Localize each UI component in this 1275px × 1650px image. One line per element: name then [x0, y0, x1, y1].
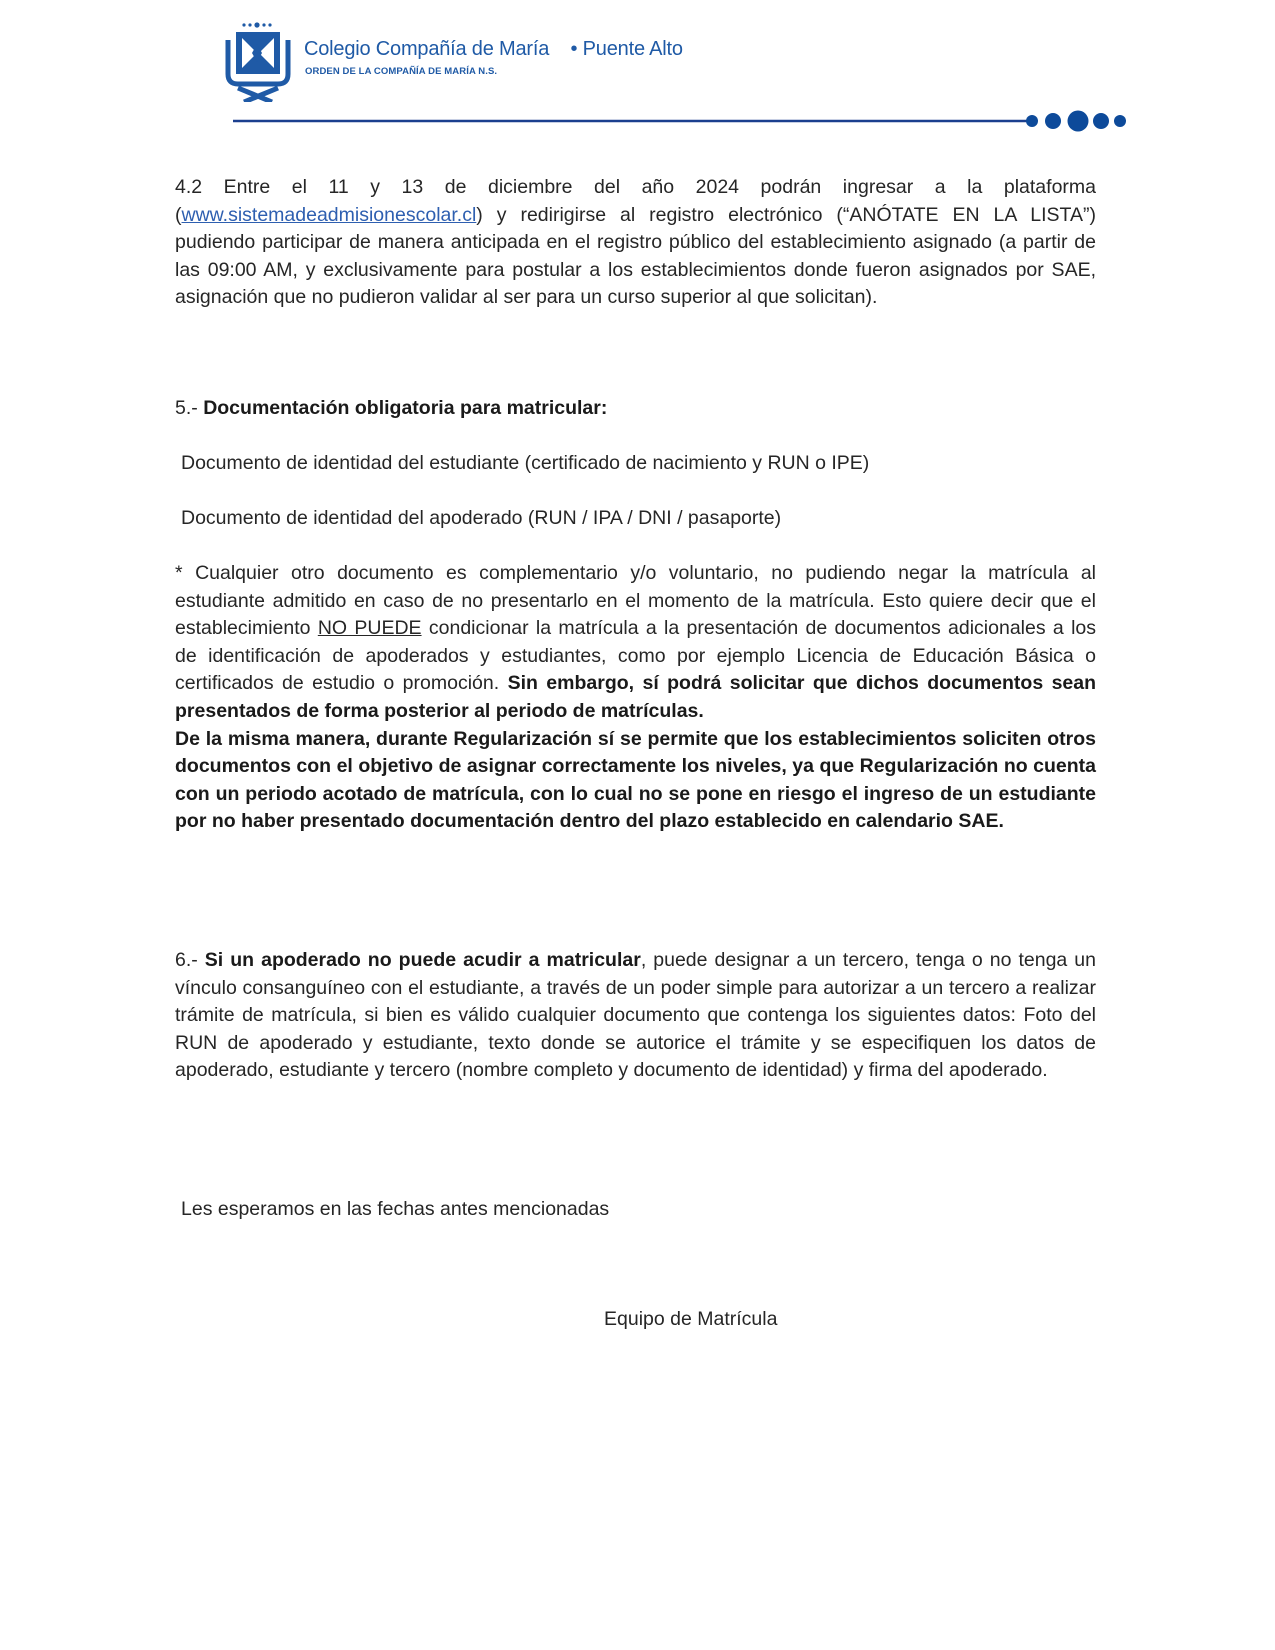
note-bold-2: De la misma manera, durante Regularización sí se permite que los establecimientos soliciten otros documentos con el objetivo de asignar correctamente los niveles, ya que Regularización no cuenta con un periodo acotado de matrícula, con lo cual no se pone en riesgo el ingreso de un estudiante por no haber presentado documentación dentro del plazo establecido en calendario SAE. [175, 727, 1096, 833]
sae-website-link[interactable]: www.sistemadeadmisionescolar.cl [181, 203, 477, 226]
location-separator: • [570, 38, 578, 60]
note-text-1: * Cualquier otro documento es complementario y/o voluntario, no pudiendo negar la matrícula al estudiante admitido en caso de no presentarlo en el momento de la matrícula. Esto quiere decir que el establecimiento [175, 562, 1096, 640]
section-5-note-paragraph [175, 560, 1096, 726]
section-6-title: Si un apoderado no puede acudir a matricular [204, 949, 641, 971]
rule-dot [1026, 115, 1038, 127]
section-6-number: 6.- [175, 949, 198, 971]
signature-text: Equipo de Matrícula [604, 1308, 778, 1330]
section-6-body: , puede designar a un tercero, tenga o no tenga un vínculo consanguíneo con el estudiante, a través de un poder simple para autorizar a un tercero a realizar trámite de matrícula, si bien es válido cualquier documento que contenga los siguientes datos: Foto del RUN de apoderado y estudiante, texto donde se autorice el trámite y se especifiquen los datos de apoderado, estudiante y tercero (nombre completo y documento de identidad) y firma del apoderado. [175, 949, 1096, 1082]
signature [604, 1306, 1004, 1334]
school-location: Puente Alto [582, 38, 683, 60]
rule-dot [1045, 113, 1061, 129]
section-4-2 [175, 174, 1096, 312]
document-student-id: Documento de identidad del estudiante (certificado de nacimiento y RUN o IPE) [181, 452, 870, 474]
section-5-note [175, 560, 1096, 836]
rule-dot [1068, 111, 1089, 132]
section-5-number: 5.- [175, 397, 198, 419]
note-emphasis: NO PUEDE [317, 617, 422, 640]
paren-open: ( [175, 203, 182, 226]
closing-message [181, 1196, 1102, 1224]
required-document-item [181, 450, 1102, 478]
rule-dot [1093, 113, 1109, 129]
header-rule [0, 0, 1275, 140]
closing-message-text: Les esperamos en las fechas antes mencionadas [181, 1198, 610, 1220]
section-4-2-paragraph [175, 174, 1096, 312]
rule-dot [1114, 115, 1126, 127]
note-text-2: condicionar la matrícula a la presentación de documentos adicionales a los de identificación de apoderados y estudiantes, como por ejemplo Licencia de Educación Básica o certificados de estudio o promoción. [175, 617, 1096, 695]
school-order: ORDEN DE LA COMPAÑÍA DE MARÍA N.S. [305, 66, 498, 77]
section-5-heading [175, 395, 1096, 423]
section-5-regularization-paragraph [175, 726, 1096, 836]
section-4-2-intro: 4.2 Entre el 11 y 13 de diciembre del año 2024 podrán ingresar a la plataforma [175, 176, 1096, 198]
letterhead [0, 0, 1275, 140]
note-bold-1: Sin embargo, sí podrá solicitar que dichos documentos sean presentados de forma posterior al periodo de matrículas. [175, 672, 1097, 722]
section-4-2-body: ) y redirigirse al registro electrónico (“ANÓTATE EN LA LISTA”) pudiendo participar de manera anticipada en el registro público del establecimiento asignado (a partir de las 09:00 AM, y exclusivamente para postular a los establecimientos donde fueron asignados por SAE, asignación que no pudieron validar al ser para un curso superior al que solicitan). [175, 203, 1096, 309]
document-guardian-id: Documento de identidad del apoderado (RUN / IPA / DNI / pasaporte) [181, 507, 782, 529]
section-6 [175, 947, 1096, 1085]
section-6-paragraph [175, 947, 1096, 1085]
section-5-title: Documentación obligatoria para matricular: [203, 397, 608, 419]
required-document-item [181, 505, 1102, 533]
school-name-text: Colegio Compañía de María [304, 38, 550, 60]
